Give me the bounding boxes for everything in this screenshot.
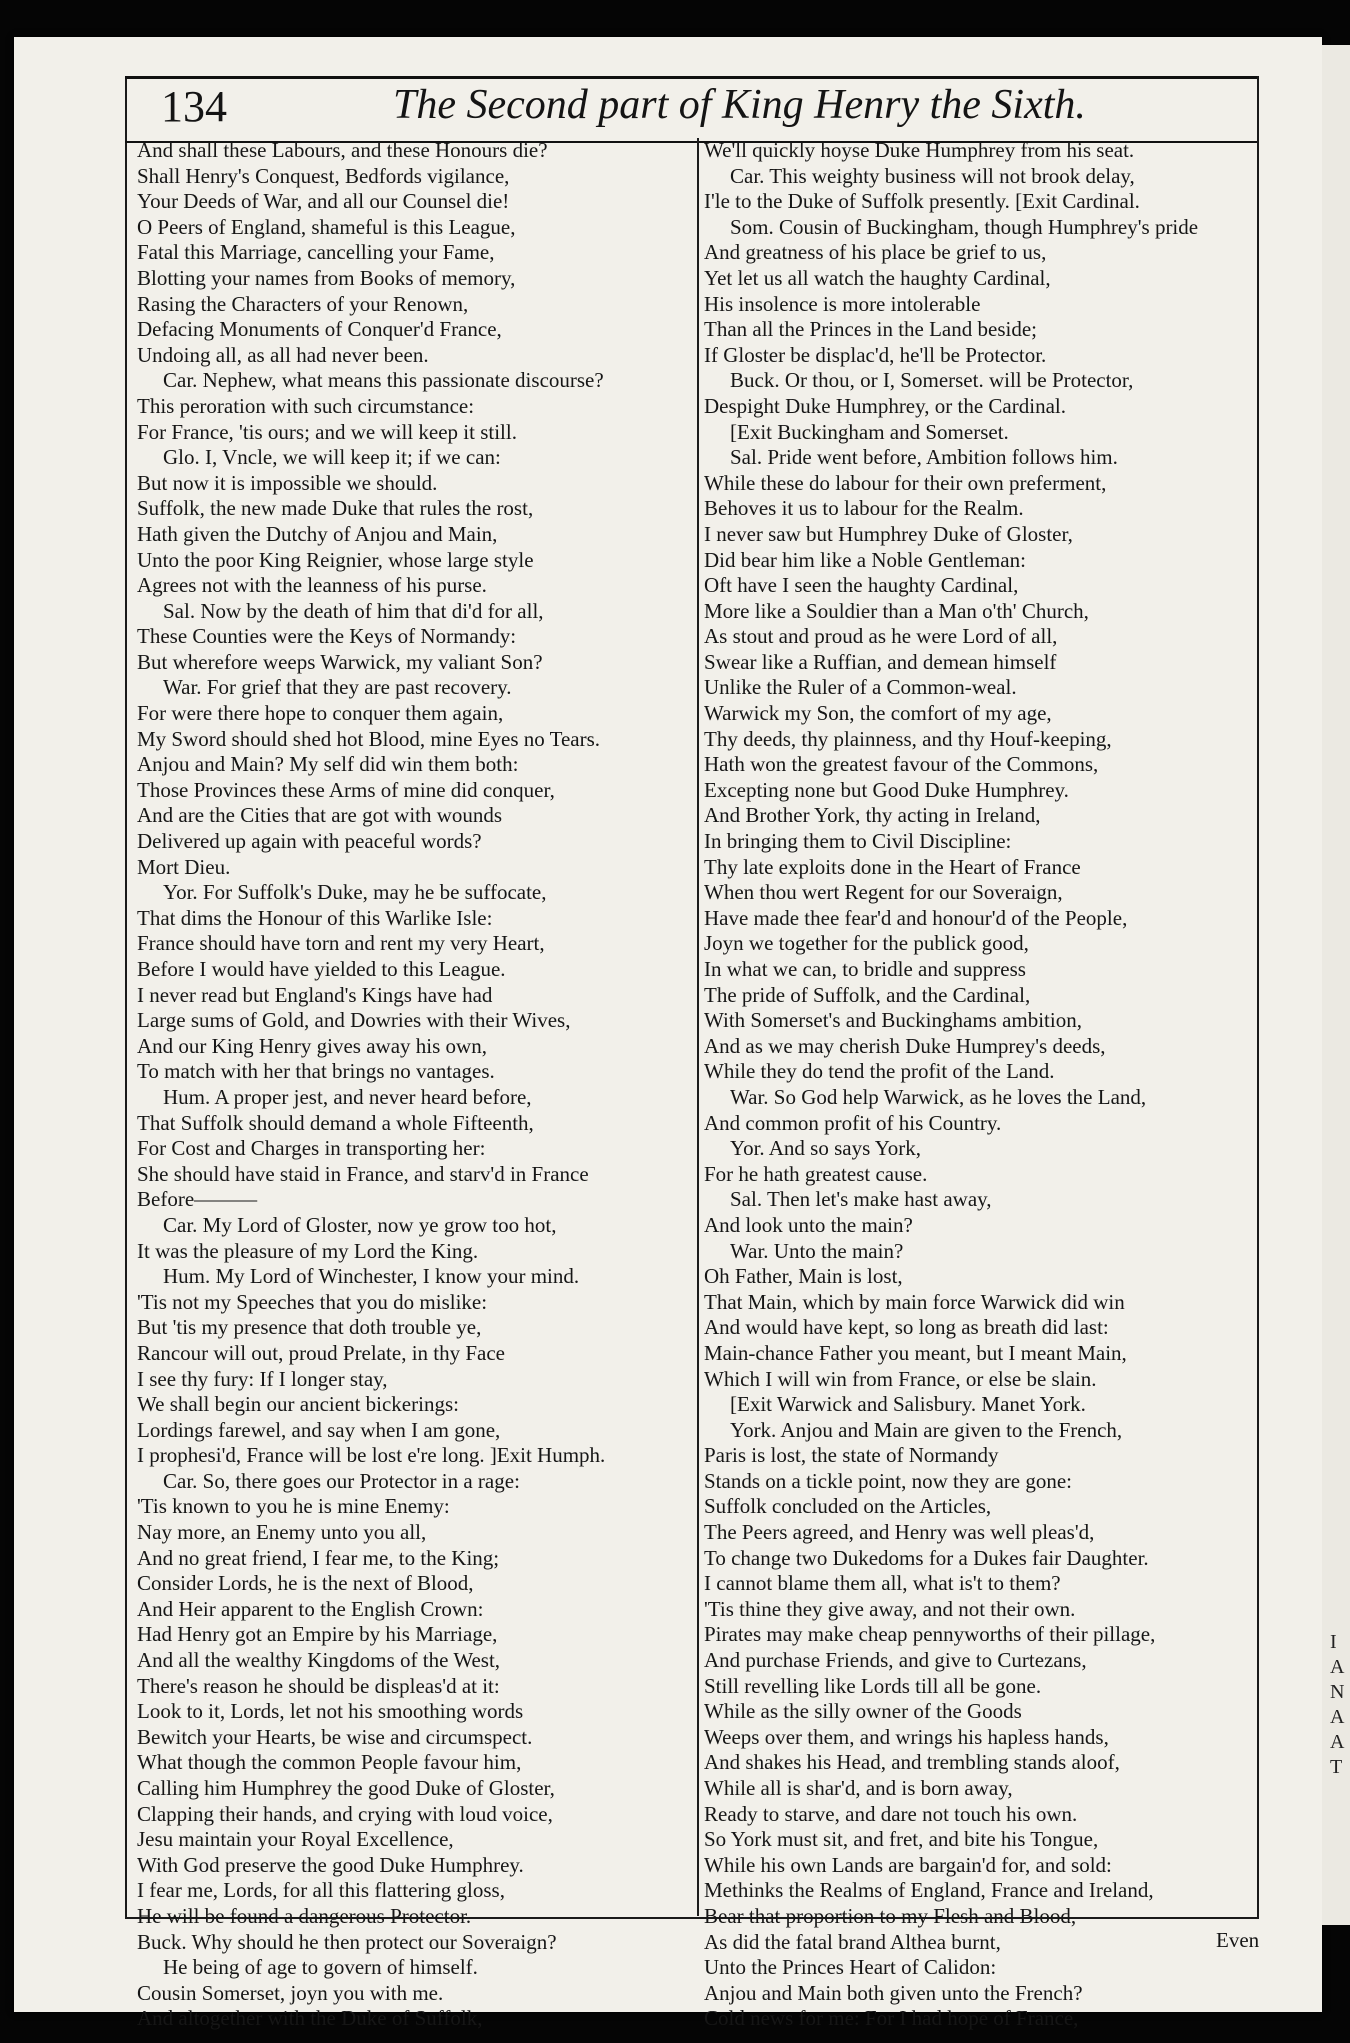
text-line: In bringing them to Civil Discipline:: [704, 829, 1012, 854]
text-line: I fear me, Lords, for all this flattering gloss,: [137, 1878, 505, 1903]
text-line: When thou wert Regent for our Soveraign,: [704, 880, 1063, 905]
text-line: Have made thee fear'd and honour'd of the People,: [704, 905, 1128, 930]
text-line: Buck. Or thou, or I, Somerset. will be Protector,: [730, 368, 1134, 393]
text-line: And purchase Friends, and give to Curtezans,: [704, 1648, 1087, 1673]
text-line: That dims the Honour of this Warlike Isle:: [137, 905, 493, 930]
text-line: Buck. Why should he then protect our Soveraign?: [137, 1929, 557, 1954]
text-line: And shall these Labours, and these Honours die?: [137, 138, 548, 162]
text-line: Som. Cousin of Buckingham, though Humphrey's pride: [730, 214, 1199, 239]
text-line: And altogether with the Duke of Suffolk,: [137, 2006, 483, 2031]
text-line: The Peers agreed, and Henry was well pleas'd,: [704, 1520, 1095, 1545]
text-line: He will be found a dangerous Protector.: [137, 1903, 472, 1928]
text-line: [Exit Buckingham and Somerset.: [730, 419, 1009, 444]
text-line: While they do tend the profit of the Land.: [704, 1059, 1055, 1084]
text-line: Hath won the greatest favour of the Commons,: [704, 752, 1099, 777]
text-line: War. For grief that they are past recovery.: [163, 675, 512, 700]
catchword: Even: [1216, 1928, 1260, 1952]
text-line: More like a Souldier than a Man o'th' Church,: [704, 598, 1089, 623]
text-line: And common profit of his Country.: [704, 1110, 1002, 1135]
text-line: Than all the Princes in the Land beside;: [704, 317, 1037, 342]
text-line: Car. So, there goes our Protector in a rage:: [163, 1468, 520, 1493]
text-line: Defacing Monuments of Conquer'd France,: [137, 317, 502, 342]
text-line: Pirates may make cheap pennyworths of their pillage,: [704, 1622, 1156, 1647]
text-line: For Cost and Charges in transporting her:: [137, 1136, 486, 1161]
text-line: And greatness of his place be grief to us,: [704, 240, 1047, 265]
text-line: Stands on a tickle point, now they are gone:: [704, 1468, 1073, 1493]
text-line: Blotting your names from Books of memory,: [137, 265, 516, 290]
text-line: Unlike the Ruler of a Common-weal.: [704, 675, 1017, 700]
next-page-letter: A: [1330, 1731, 1345, 1753]
text-line: I see thy fury: If I longer stay,: [137, 1366, 388, 1391]
text-line: Calling him Humphrey the good Duke of Gloster,: [137, 1776, 555, 1800]
text-line: And Brother York, thy acting in Ireland,: [704, 803, 1041, 828]
text-line: And our King Henry gives away his own,: [137, 1033, 487, 1058]
next-page-letter: A: [1330, 1656, 1345, 1678]
text-line: Unto the poor King Reignier, whose large style: [137, 547, 534, 572]
text-line: Rancour will out, proud Prelate, in thy Face: [137, 1340, 506, 1365]
text-line: We'll quickly hoyse Duke Humphrey from his seat.: [704, 138, 1135, 162]
text-line: What though the common People favour him,: [137, 1750, 522, 1775]
text-line: Still revelling like Lords till all be gone.: [704, 1673, 1042, 1698]
text-line: Sal. Now by the death of him that di'd for all,: [163, 598, 544, 623]
text-line: So York must sit, and fret, and bite his Tongue,: [704, 1827, 1099, 1852]
text-line: And would have kept, so long as breath did last:: [704, 1315, 1109, 1340]
text-line: But wherefore weeps Warwick, my valiant Son?: [137, 649, 543, 674]
text-line: While as the silly owner of the Goods: [704, 1699, 1022, 1724]
text-line: That Main, which by main force Warwick did win: [704, 1289, 1125, 1314]
text-line: As stout and proud as he were Lord of all,: [704, 624, 1058, 649]
text-line: And no great friend, I fear me, to the King;: [137, 1545, 500, 1570]
text-line: Undoing all, as all had never been.: [137, 342, 429, 367]
next-page-letter: A: [1330, 1706, 1345, 1728]
text-line: Yor. For Suffolk's Duke, may he be suffocate,: [163, 880, 547, 905]
text-line: We shall begin our ancient bickerings:: [137, 1392, 459, 1417]
text-line: Yet let us all watch the haughty Cardinal,: [704, 265, 1051, 290]
text-line: Shall Henry's Conquest, Bedfords vigilance,: [137, 163, 510, 188]
page-header: [125, 76, 1257, 143]
text-line: Swear like a Ruffian, and demean himself: [704, 649, 1057, 674]
text-line: Oft have I seen the haughty Cardinal,: [704, 573, 1019, 598]
text-line: Paris is lost, the state of Normandy: [704, 1443, 999, 1468]
next-page-letter: I: [1330, 1631, 1337, 1653]
text-line: Cousin Somerset, joyn you with me.: [137, 1980, 444, 2005]
column-divider: [697, 138, 699, 1916]
text-line: France should have torn and rent my very Heart,: [137, 931, 545, 956]
left-column: [137, 138, 697, 2031]
text-line: While his own Lands are bargain'd for, and sold:: [704, 1852, 1112, 1877]
text-line: For he hath greatest cause.: [704, 1161, 928, 1186]
text-line: And Heir apparent to the English Crown:: [137, 1596, 484, 1621]
text-line: Lordings farewel, and say when I am gone,: [137, 1417, 501, 1442]
text-line: Unto the Princes Heart of Calidon:: [704, 1955, 997, 1980]
text-line: Cold news for me: For I had hope of France,: [704, 2006, 1079, 2031]
text-line: Yor. And so says York,: [730, 1136, 922, 1161]
text-line: Nay more, an Enemy unto you all,: [137, 1520, 427, 1545]
text-line: War. Unto the main?: [730, 1238, 904, 1263]
text-line: Thy late exploits done in the Heart of France: [704, 854, 1081, 879]
text-line: I cannot blame them all, what is't to them?: [704, 1571, 1061, 1596]
text-line: But now it is impossible we should.: [137, 470, 438, 495]
text-line: Ready to starve, and dare not touch his own.: [704, 1801, 1078, 1826]
text-line: For were there hope to conquer them again,: [137, 701, 504, 726]
text-line: While all is shar'd, and is born away,: [704, 1776, 1013, 1800]
text-line: Anjou and Main? My self did win them both:: [137, 752, 519, 777]
text-line: The pride of Suffolk, and the Cardinal,: [704, 982, 1031, 1007]
text-line: Those Provinces these Arms of mine did conquer,: [137, 777, 555, 802]
text-line: This peroration with such circumstance:: [137, 393, 475, 418]
text-line: Car. This weighty business will not brook delay,: [730, 163, 1135, 188]
text-line: If Gloster be displac'd, he'll be Protector.: [704, 342, 1047, 367]
text-line: Had Henry got an Empire by his Marriage,: [137, 1622, 498, 1647]
text-line: Bear that proportion to my Flesh and Blood,: [704, 1903, 1077, 1928]
next-page-letter: T: [1330, 1756, 1343, 1778]
text-line: Consider Lords, he is the next of Blood,: [137, 1571, 474, 1596]
text-line: 'Tis thine they give away, and not their own.: [704, 1596, 1076, 1621]
text-line: Thy deeds, thy plainness, and thy Houf-keeping,: [704, 726, 1112, 751]
text-line: Weeps over them, and wrings his hapless hands,: [704, 1724, 1109, 1749]
text-line: Glo. I, Vncle, we will keep it; if we can:: [163, 445, 501, 470]
text-line: Clapping their hands, and crying with loud voice,: [137, 1801, 553, 1826]
text-line: To change two Dukedoms for a Dukes fair Daughter.: [704, 1545, 1149, 1570]
text-line: Car. Nephew, what means this passionate discourse?: [163, 368, 604, 393]
text-line: Jesu maintain your Royal Excellence,: [137, 1827, 454, 1852]
text-line: York. Anjou and Main are given to the French,: [730, 1417, 1123, 1442]
text-line: Excepting none but Good Duke Humphrey.: [704, 777, 1069, 802]
text-line: But 'tis my presence that doth trouble ye,: [137, 1315, 482, 1340]
text-line: She should have staid in France, and starv'd in France: [137, 1161, 589, 1186]
text-line: And all the wealthy Kingdoms of the West,: [137, 1648, 501, 1673]
text-line: That Suffolk should demand a whole Fifteenth,: [137, 1110, 534, 1135]
text-line: To match with her that brings no vantages.: [137, 1059, 495, 1084]
text-line: Hath given the Dutchy of Anjou and Main,: [137, 521, 498, 546]
text-line: In what we can, to bridle and suppress: [704, 957, 1026, 981]
next-page-letters: [1330, 1630, 1350, 1780]
text-line: Hum. My Lord of Winchester, I know your mind.: [163, 1264, 580, 1289]
text-line: Anjou and Main both given unto the French?: [704, 1980, 1083, 2005]
text-line: Large sums of Gold, and Dowries with their Wives,: [137, 1008, 571, 1033]
text-line: As did the fatal brand Althea burnt,: [704, 1929, 1001, 1954]
text-line: Before I would have yielded to this League.: [137, 957, 506, 981]
text-line: Did bear him like a Noble Gentleman:: [704, 547, 1026, 572]
text-line: And as we may cherish Duke Humprey's deeds,: [704, 1033, 1106, 1058]
running-title: The Second part of King Henry the Sixth.: [393, 82, 1086, 128]
text-line: I never saw but Humphrey Duke of Gloster,: [704, 521, 1073, 546]
text-line: [Exit Warwick and Salisbury. Manet York.: [730, 1392, 1086, 1417]
text-line: Despight Duke Humphrey, or the Cardinal.: [704, 393, 1066, 418]
text-line: Suffolk concluded on the Articles,: [704, 1494, 992, 1519]
text-line: Car. My Lord of Gloster, now ye grow too hot,: [163, 1212, 557, 1237]
text-line: While these do labour for their own preferment,: [704, 470, 1107, 495]
text-line: Bewitch your Hearts, be wise and circumspect.: [137, 1724, 533, 1749]
text-line: Before———: [137, 1187, 258, 1212]
text-line: And shakes his Head, and trembling stands aloof,: [704, 1750, 1120, 1775]
text-line: With God preserve the good Duke Humphrey.: [137, 1852, 524, 1877]
text-line: O Peers of England, shameful is this League,: [137, 214, 516, 239]
text-line: Sal. Pride went before, Ambition follows him.: [730, 445, 1118, 470]
text-line: Warwick my Son, the comfort of my age,: [704, 701, 1052, 726]
text-line: Look to it, Lords, let not his smoothing words: [137, 1699, 524, 1724]
text-line: His insolence is more intolerable: [704, 291, 981, 316]
text-line: It was the pleasure of my Lord the King.: [137, 1238, 479, 1263]
text-line: With Somerset's and Buckinghams ambition,: [704, 1008, 1082, 1033]
text-line: Main-chance Father you meant, but I meant Main,: [704, 1340, 1127, 1365]
text-line: Oh Father, Main is lost,: [704, 1264, 903, 1289]
text-line: These Counties were the Keys of Normandy:: [137, 624, 517, 649]
text-line: War. So God help Warwick, as he loves the Land,: [730, 1084, 1147, 1109]
next-page-letter: N: [1330, 1681, 1345, 1703]
text-line: Agrees not with the leanness of his purse.: [137, 573, 487, 598]
text-line: Methinks the Realms of England, France and Ireland,: [704, 1878, 1154, 1903]
text-line: I prophesi'd, France will be lost e're long. ]Exit Humph.: [137, 1443, 606, 1468]
text-line: My Sword should shed hot Blood, mine Eyes no Tears.: [137, 726, 601, 751]
text-line: Mort Dieu.: [137, 854, 231, 879]
text-line: I'le to the Duke of Suffolk presently. [Exit Cardinal.: [704, 189, 1140, 214]
text-line: Your Deeds of War, and all our Counsel die!: [137, 189, 510, 214]
text-line: I never read but England's Kings have had: [137, 982, 493, 1007]
text-line: Rasing the Characters of your Renown,: [137, 291, 469, 316]
text-line: 'Tis known to you he is mine Enemy:: [137, 1494, 450, 1519]
text-line: Hum. A proper jest, and never heard before,: [163, 1084, 532, 1109]
text-line: He being of age to govern of himself.: [163, 1955, 478, 1980]
text-line: 'Tis not my Speeches that you do mislike:: [137, 1289, 488, 1314]
text-line: Suffolk, the new made Duke that rules the rost,: [137, 496, 534, 521]
text-line: And are the Cities that are got with wounds: [137, 803, 503, 828]
text-line: For France, 'tis ours; and we will keep it still.: [137, 419, 517, 444]
text-line: Joyn we together for the publick good,: [704, 931, 1029, 956]
text-line: There's reason he should be displeas'd at it:: [137, 1673, 500, 1698]
text-line: And look unto the main?: [704, 1212, 913, 1237]
text-line: Behoves it us to labour for the Realm.: [704, 496, 1024, 521]
text-line: Fatal this Marriage, cancelling your Fame,: [137, 240, 495, 265]
page-number: 134: [161, 82, 227, 131]
text-line: Sal. Then let's make hast away,: [730, 1187, 992, 1212]
text-line: Which I will win from France, or else be slain.: [704, 1366, 1097, 1391]
text-line: Delivered up again with peaceful words?: [137, 829, 482, 854]
